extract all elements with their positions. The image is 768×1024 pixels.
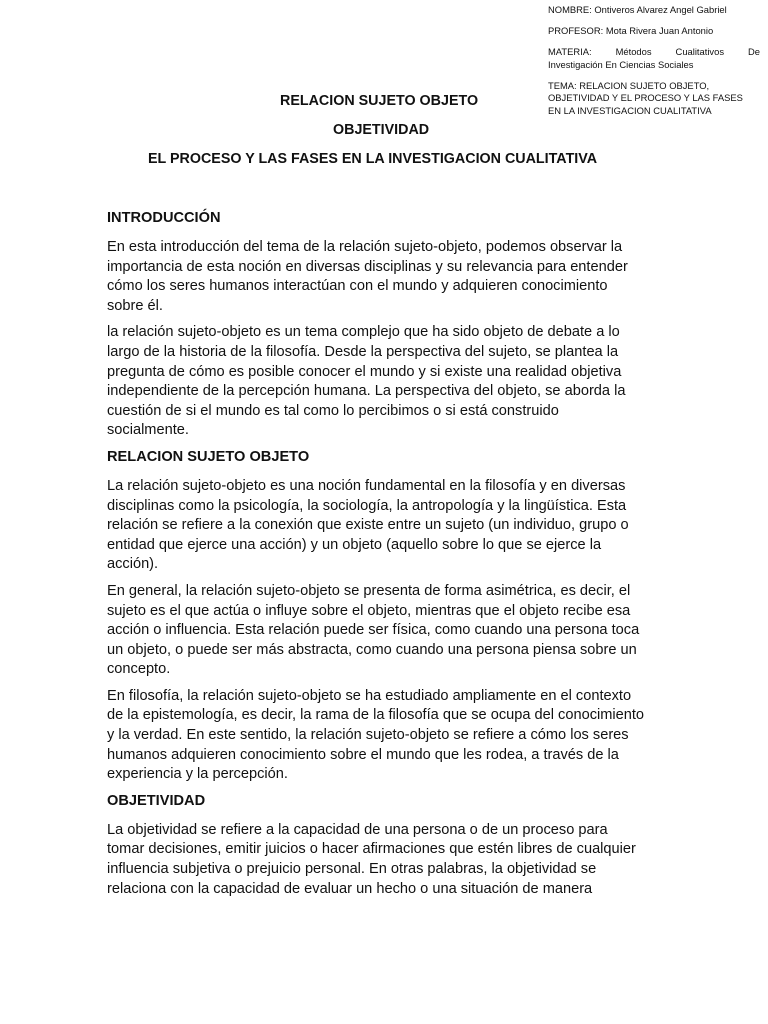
text-line: un objeto, o puede ser más abstracta, como cuando una persona piensa sobre un <box>107 641 637 658</box>
text-line: socialmente. <box>107 422 189 439</box>
section-heading-relacion-sujeto-objeto: RELACION SUJETO OBJETO <box>107 448 310 465</box>
paragraph <box>107 323 667 441</box>
section-heading-objetividad: OBJETIVIDAD <box>107 792 206 809</box>
subject-word: Cualitativos <box>675 46 725 57</box>
topic-line: TEMA: RELACION SUJETO OBJETO, <box>548 79 710 91</box>
professor-name: PROFESOR: Mota Rivera Juan Antonio <box>548 25 714 36</box>
text-line: concepto. <box>107 661 171 678</box>
paragraph <box>107 477 667 575</box>
text-line: acción o influencia. Esta relación puede ser física, como cuando una persona toca <box>107 622 640 639</box>
subject-line-2: Investigación En Ciencias Sociales <box>548 58 694 70</box>
text-line: acción). <box>107 556 159 573</box>
text-line: la relación sujeto-objeto es un tema complejo que ha sido objeto de debate a lo <box>107 324 620 341</box>
text-line: tomar decisiones, emitir juicios o hacer afirmaciones que estén libres de cualquier <box>107 841 636 858</box>
text-line: La objetividad se refiere a la capacidad de una persona o de un proceso para <box>107 821 608 838</box>
text-line: de la epistemología, es decir, la rama de la filosofía que se ocupa del conocimiento <box>107 707 645 724</box>
subject-info <box>548 46 760 71</box>
text-line: humanos adquieren conocimiento sobre el mundo que les rodea, a través de la <box>107 746 619 763</box>
paragraph <box>107 238 667 316</box>
document-body <box>107 209 667 906</box>
text-line: y la verdad. En este sentido, la relación sujeto-objeto se refiere a cómo los seres <box>107 727 629 744</box>
document-title: OBJETIVIDAD <box>333 122 430 138</box>
text-line: sujeto es el que actúa o influye sobre el objeto, mientras que el objeto recibe esa <box>107 602 631 619</box>
text-line: En esta introducción del tema de la relación sujeto-objeto, podemos observar la <box>107 239 623 255</box>
subject-word: De <box>748 46 760 57</box>
subject-word: Métodos <box>615 46 652 57</box>
document-title: EL PROCESO Y LAS FASES EN LA INVESTIGACION CUALITATIVA <box>148 151 598 167</box>
topic-line: EN LA INVESTIGACION CUALITATIVA <box>548 104 712 116</box>
subject-label: MATERIA: <box>548 46 592 57</box>
text-line: disciplinas como la psicología, la sociología, la antropología y la lingüística. Esta <box>107 497 627 514</box>
paragraph <box>107 821 667 899</box>
section-heading-introduccion: INTRODUCCIÓN <box>107 210 221 226</box>
document-title: RELACION SUJETO OBJETO <box>280 93 479 109</box>
subject-line-1 <box>548 46 760 59</box>
text-line: pregunta de cómo es posible conocer el mundo y si existe una realidad objetiva <box>107 363 622 380</box>
text-line: sobre él. <box>107 297 163 314</box>
text-line: experiencia y la percepción. <box>107 766 288 783</box>
text-line: cómo los seres humanos interactúan con el mundo y adquieren conocimiento <box>107 278 608 295</box>
paragraph <box>107 687 667 785</box>
text-line: relación se refiere a la conexión que existe entre un sujeto (un individuo, grupo o <box>107 517 629 534</box>
paragraph <box>107 582 667 680</box>
text-line: influencia subjetiva o prejuicio personal. En otras palabras, la objetividad se <box>107 861 597 878</box>
text-line: entidad que ejerce una acción) y un objeto (aquello sobre lo que se ejerce la <box>107 536 602 553</box>
text-line: relaciona con la capacidad de evaluar un hecho o una situación de manera <box>107 880 593 897</box>
topic-line: OBJETIVIDAD Y EL PROCESO Y LAS FASES <box>548 92 743 103</box>
topic-info <box>548 80 760 118</box>
text-line: independiente de la percepción humana. La perspectiva del objeto, se aborda la <box>107 383 626 400</box>
student-name: NOMBRE: Ontiveros Alvarez Angel Gabriel <box>548 4 727 15</box>
text-line: largo de la historia de la filosofía. Desde la perspectiva del sujeto, se plantea la <box>107 343 619 360</box>
text-line: En general, la relación sujeto-objeto se presenta de forma asimétrica, es decir, el <box>107 582 631 599</box>
text-line: La relación sujeto-objeto es una noción fundamental en la filosofía y en diversas <box>107 477 626 494</box>
text-line: importancia de esta noción en diversas disciplinas y su relevancia para entender <box>107 258 628 275</box>
text-line: cuestión de si el mundo es tal como lo percibimos o si está construido <box>107 402 559 419</box>
student-info-block <box>548 4 760 126</box>
text-line: En filosofía, la relación sujeto-objeto se ha estudiado ampliamente en el contexto <box>107 687 632 704</box>
